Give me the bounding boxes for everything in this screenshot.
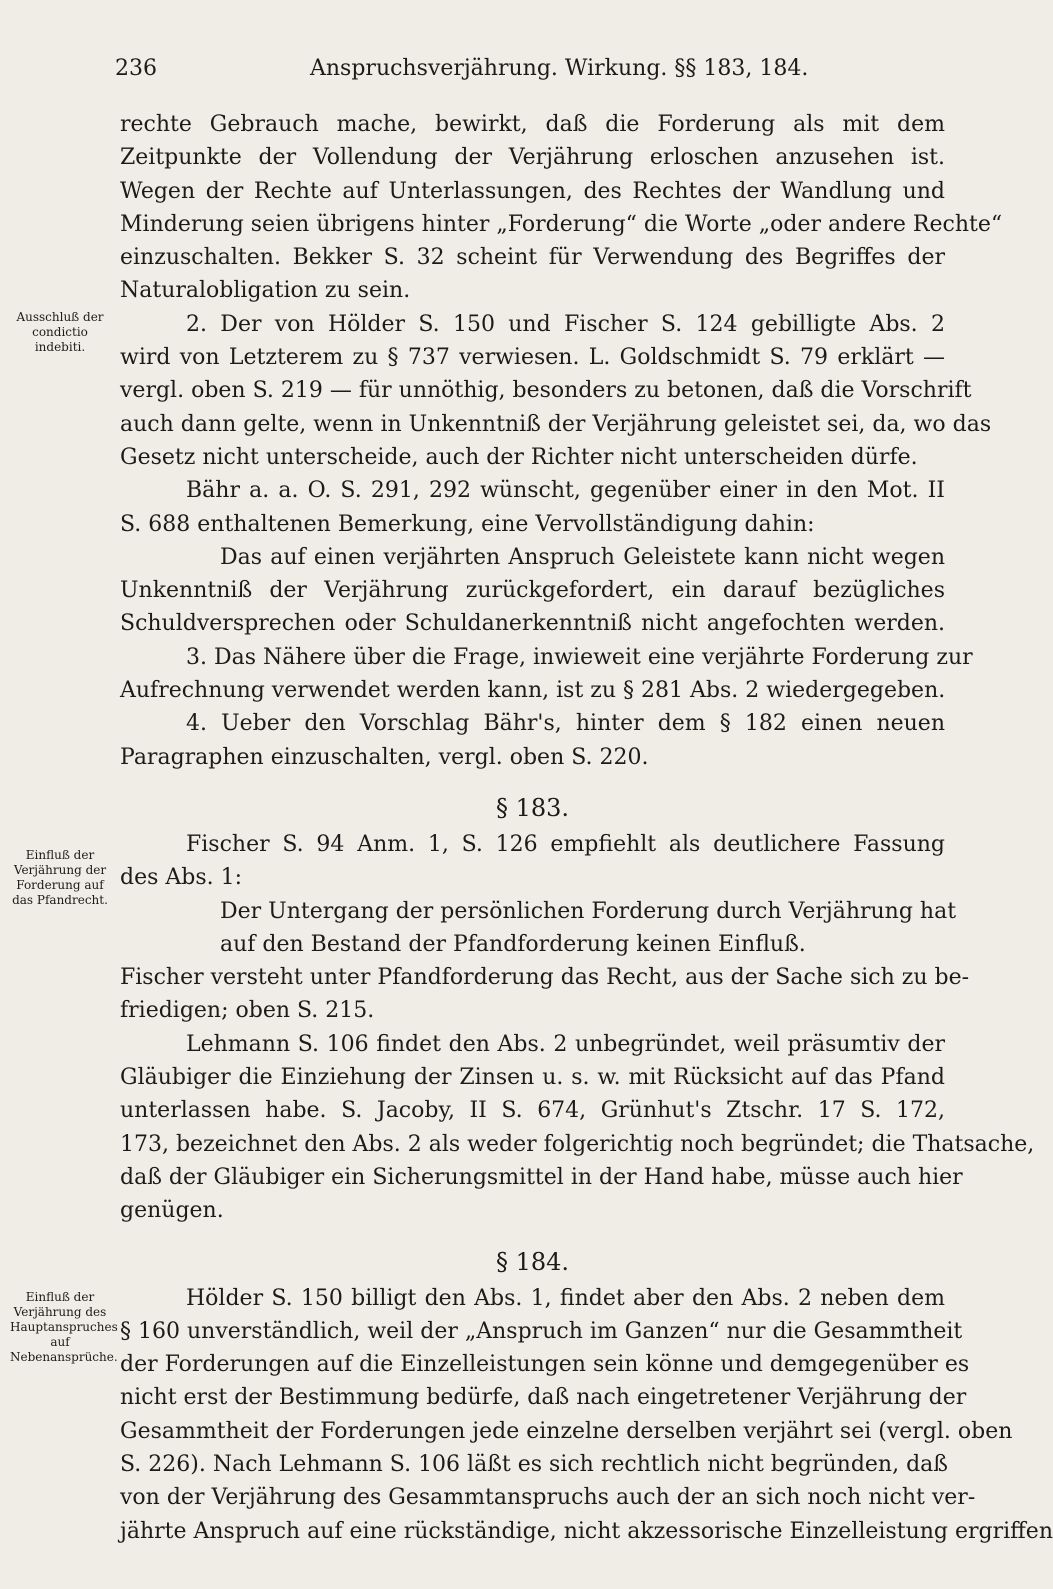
text-line: rechte Gebrauch mache, bewirkt, daß die Forderung als mit dem (120, 112, 945, 137)
text-line: Lehmann S. 106 findet den Abs. 2 unbegründet, weil präsumtiv der (186, 1031, 945, 1057)
text-line: einzuschalten. Bekker S. 32 scheint für Verwendung des Begriffes der (120, 245, 945, 271)
text-line: Wegen der Rechte auf Unterlassungen, des Rechtes der Wandlung und (120, 178, 945, 204)
text-line: Naturalobligation zu sein. (120, 278, 411, 304)
text-line: S. 226). Nach Lehmann S. 106 läßt es sich rechtlich nicht begründen, daß (120, 1451, 948, 1477)
text-line: daß der Gläubiger ein Sicherungsmittel in der Hand habe, müsse auch hier (120, 1164, 963, 1190)
text-line: S. 688 enthaltenen Bemerkung, eine Vervollständigung dahin: (120, 511, 815, 537)
text-line: Fischer versteht unter Pfandforderung das Recht, aus der Sache sich zu be- (120, 965, 970, 991)
text-line: Minderung seien übrigens hinter „Forderung“ die Worte „oder andere Rechte“ (120, 211, 1003, 237)
text-line: des Abs. 1: (120, 865, 243, 891)
margin-note-condictio: Ausschluß der condictio indebiti. (16, 310, 104, 354)
section-heading-184: § 184. (495, 1247, 570, 1276)
text-line: der Forderungen auf die Einzelleistungen sein könne und demgegenüber es (120, 1352, 970, 1378)
quote-line: Schuldversprechen oder Schuldanerkenntniß nicht angefochten werden. (120, 611, 945, 637)
text-line: vergl. oben S. 219 — für unnöthig, besonders zu betonen, daß die Vorschrift (120, 378, 972, 404)
quote-line: auf den Bestand der Pfandforderung keinen Einfluß. (220, 931, 806, 957)
text-line: Zeitpunkte der Vollendung der Verjährung erloschen anzusehen ist. (120, 145, 945, 171)
page-body (120, 108, 1053, 1548)
text-line: wird von Letzterem zu § 737 verwiesen. L. Goldschmidt S. 79 erklärt — (120, 345, 945, 371)
text-line: 3. Das Nähere über die Frage, inwieweit eine verjährte Forderung zur (186, 644, 973, 670)
section-heading-183: § 183. (495, 793, 570, 822)
text-line: § 160 unverständlich, weil der „Anspruch im Ganzen“ nur die Gesammtheit (120, 1318, 963, 1344)
text-line: von der Verjährung des Gesammtanspruchs auch der an sich noch nicht ver- (120, 1485, 976, 1511)
text-line: auch dann gelte, wenn in Unkenntniß der Verjährung geleistet sei, da, wo das (120, 411, 992, 437)
running-title: Anspruchsverjährung. Wirkung. §§ 183, 184. (310, 56, 809, 81)
page-header (115, 48, 809, 88)
margin-note-nebenansprueche: Einfluß der Verjährung des Hauptanspruches auf Nebenansprüche. (10, 1290, 118, 1364)
text-line: Gläubiger die Einziehung der Zinsen u. s. w. mit Rücksicht auf das Pfand (120, 1065, 945, 1091)
text-line: 173, bezeichnet den Abs. 2 als weder folgerichtig noch begründet; die Thatsache, (120, 1131, 1035, 1157)
page-number: 236 (115, 56, 157, 81)
text-line: unterlassen habe. S. Jacoby, II S. 674, Grünhut's Ztschr. 17 S. 172, (120, 1098, 945, 1124)
text-line: jährte Anspruch auf eine rückständige, nicht akzessorische Einzelleistung ergriffen (120, 1518, 1053, 1544)
quote-line: Das auf einen verjährten Anspruch Geleistete kann nicht wegen (220, 544, 945, 570)
text-line: 2. Der von Hölder S. 150 und Fischer S. 124 gebilligte Abs. 2 (186, 311, 945, 337)
text-line: 4. Ueber den Vorschlag Bähr's, hinter dem § 182 einen neuen (186, 711, 945, 737)
quote-line: Unkenntniß der Verjährung zurückgefordert, ein darauf bezügliches (120, 578, 945, 604)
text-line: Bähr a. a. O. S. 291, 292 wünscht, gegenüber einer in den Mot. II (186, 478, 945, 504)
quote-line: Der Untergang der persönlichen Forderung durch Verjährung hat (220, 898, 957, 924)
text-line: Fischer S. 94 Anm. 1, S. 126 empfiehlt als deutlichere Fassung (186, 831, 945, 857)
text-line: Gesetz nicht unterscheide, auch der Richter nicht unterscheiden dürfe. (120, 444, 918, 470)
text-line: genügen. (120, 1198, 224, 1224)
text-line: Gesammtheit der Forderungen jede einzelne derselben verjährt sei (vergl. oben (120, 1418, 1013, 1444)
text-line: friedigen; oben S. 215. (120, 998, 375, 1024)
text-line: nicht erst der Bestimmung bedürfe, daß nach eingetretener Verjährung der (120, 1385, 967, 1411)
text-line: Aufrechnung verwendet werden kann, ist zu § 281 Abs. 2 wiedergegeben. (120, 678, 946, 704)
text-line: Paragraphen einzuschalten, vergl. oben S. 220. (120, 744, 649, 770)
text-line: Hölder S. 150 billigt den Abs. 1, findet aber den Abs. 2 neben dem (186, 1285, 945, 1311)
margin-note-pfandrecht: Einfluß der Verjährung der Forderung auf das Pfandrecht. (12, 848, 108, 907)
